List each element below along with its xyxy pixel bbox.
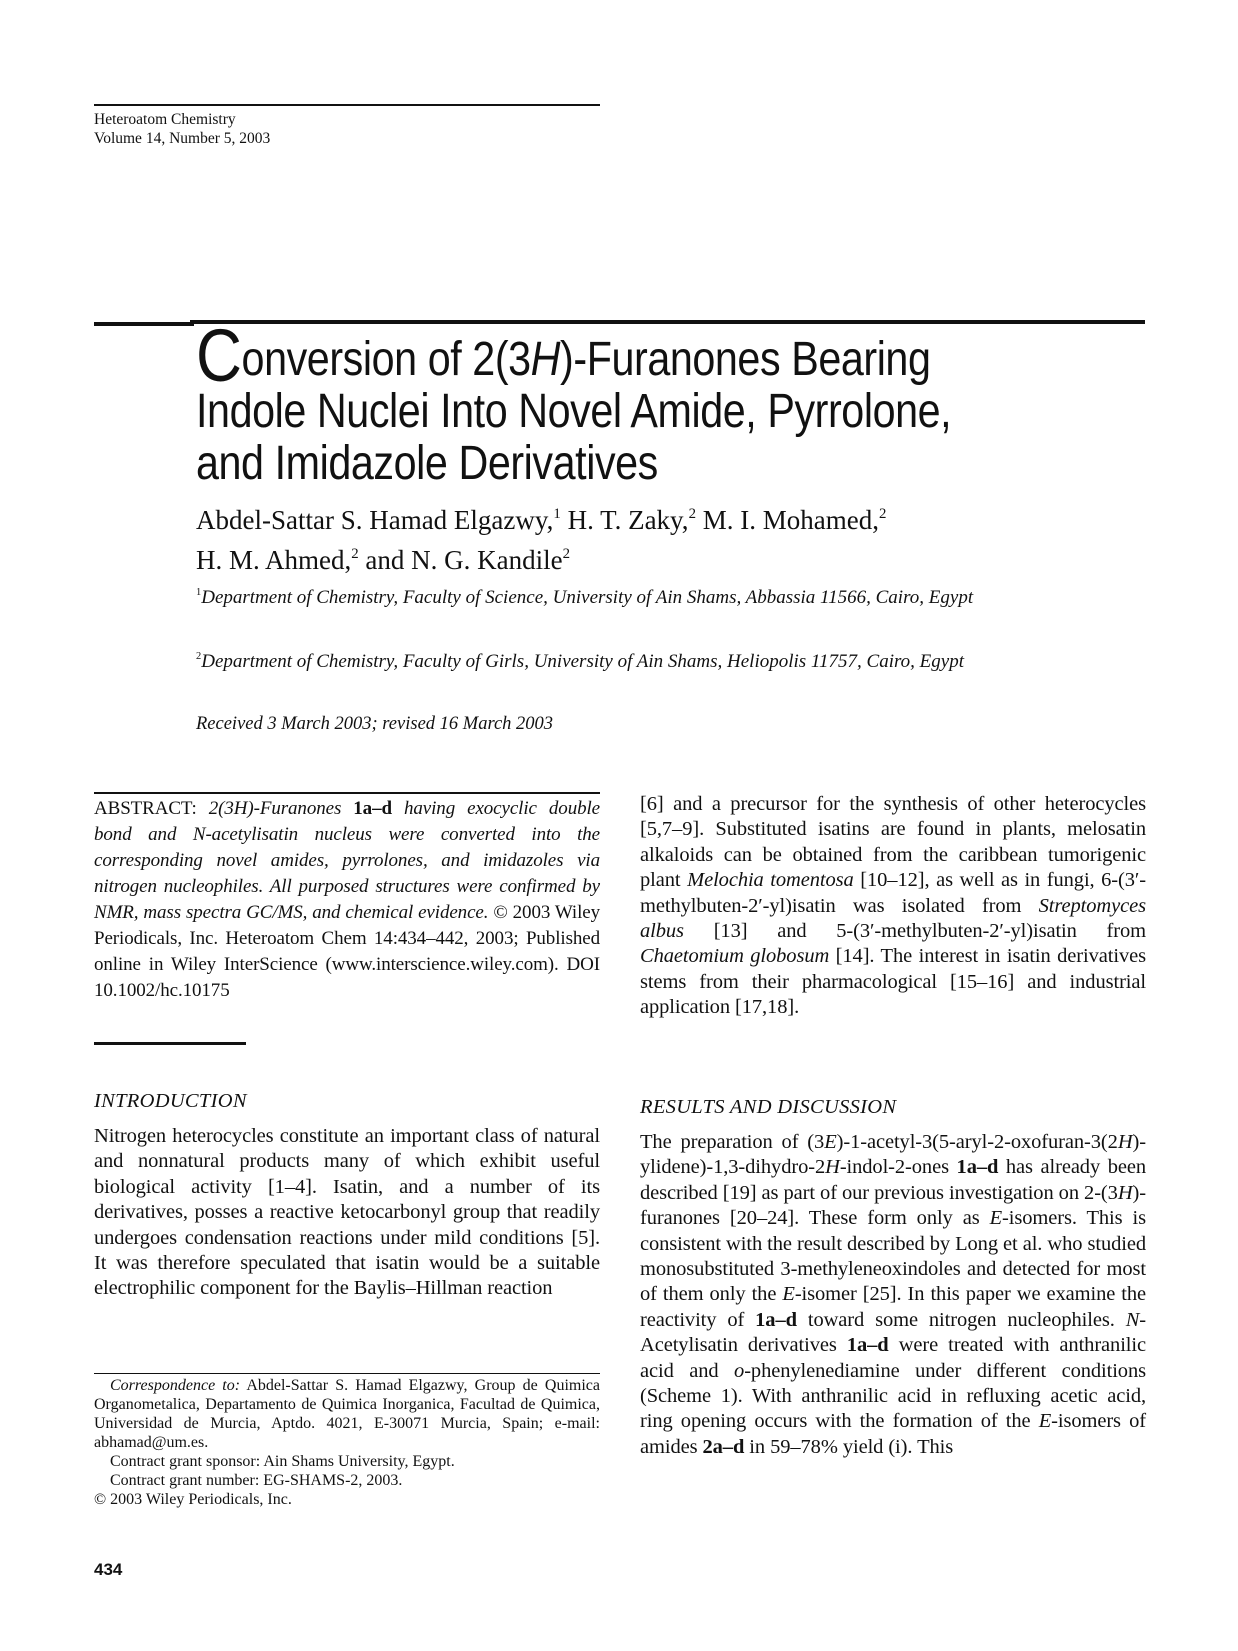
affiliation-2: $^2$Department of Chemistry, Faculty of Girls, University of Ain Shams, Heliopolis 11757, Cairo, Egypt xyxy=(196,651,964,672)
abstract-copyright: © 2003 Wiley Periodicals, Inc. Heteroatom Chem 14:434–442, 2003; Published online in Wiley InterScience (www.interscience.wiley.com). DOI 10.1002/hc.10175 xyxy=(94,902,601,1001)
abstract-top-rule xyxy=(94,792,600,794)
author-list xyxy=(196,500,1096,580)
species-name: Melochia tomentosa xyxy=(687,869,854,892)
abstract-bottom-rule xyxy=(94,1042,246,1045)
title-line-1: Conversion of 2(3H)-Furanones Bearing xyxy=(196,314,931,397)
affiliation-1: $^1$Department of Chemistry, Faculty of Science, University of Ain Shams, Abbassia 11566, Cairo, Egypt xyxy=(196,587,974,608)
species-name: Streptomyces albus xyxy=(640,894,1146,943)
author: H. M. Ahmed,$^2$ xyxy=(196,545,359,575)
header-rule xyxy=(94,104,600,106)
author: H. T. Zaky,$^2$ xyxy=(567,505,696,535)
title-line-2: Indole Nuclei Into Novel Amide, Pyrrolone, xyxy=(196,385,952,438)
page-number: 434 xyxy=(94,1560,123,1579)
abstract: ABSTRACT: 2(3H)-Furanones 1a–d having exocyclic double bond and N-acetylisatin nucleus were converted into the corresponding novel amides, pyrrolones, and imidazoles via nitrogen nucleophiles. All purposed structures were confirmed by NMR, mass spectra GC/MS, and chemical evidence. © 2003 Wiley Periodicals, Inc. Heteroatom Chem 14:434–442, 2003; Published online in Wiley InterScience (www.interscience.wiley.com). DOI 10.1002/hc.10175 xyxy=(94,798,601,1001)
compound-ref: 1a–d xyxy=(846,1334,889,1357)
compound-ref: 2a–d xyxy=(702,1435,745,1458)
introduction-continued: [6] and a precursor for the synthesis of other heterocycles [5,7–9]. Substituted isatins are found in plants, melosatin alkaloids can be obtained from the caribbean tumorigenic plant Melochia tomentosa [10–12], as well as in fungi, 6-(3′-methylbuten-2′-yl)isatin was isolated from Streptomyces albus [13] and 5-(3′-methylbuten-2′-yl)isatin from Chaetomium globosum [14]. The interest in isatin derivatives stems from their pharmacological [15–16] and industrial application [17,18]. xyxy=(640,793,1147,1019)
journal-header xyxy=(94,110,270,148)
received-dates: Received 3 March 2003; revised 16 March 2003 xyxy=(196,714,554,734)
results-heading: RESULTS AND DISCUSSION xyxy=(640,1096,897,1118)
footnote-rule xyxy=(94,1373,600,1374)
results-text: The preparation of (3E)-1-acetyl-3(5-aryl-2-oxofuran-3(2H)-ylidene)-1,3-dihydro-2H-indol-2-ones 1a–d has already been described [19] as part of our previous investigation on 2-(3H)-furanones [20–24]. These form only as E-isomers. This is consistent with the result described by Long et al. who studied monosubstituted 3-methyleneoxindoles and detected for most of them only the E-isomer [25]. In this paper we examine the reactivity of 1a–d toward some nitrogen nucleophiles. N-Acetylisatin derivatives 1a–d were treated with anthranilic acid and o-phenylenediamine under different conditions (Scheme 1). With anthranilic acid in refluxing acetic acid, ring opening occurs with the formation of the E-isomers of amides 2a–d in 59–78% yield (i). This xyxy=(640,1131,1147,1458)
title-rule-left xyxy=(94,322,194,326)
title-line-3: and Imidazole Derivatives xyxy=(196,437,658,490)
journal-name: Heteroatom Chemistry xyxy=(94,111,236,128)
volume-info: Volume 14, Number 5, 2003 xyxy=(94,130,271,147)
species-name: Chaetomium globosum xyxy=(640,945,830,968)
abstract-label: ABSTRACT: xyxy=(94,798,197,819)
compound-ref: 1a–d xyxy=(956,1156,999,1179)
compound-ref: 1a–d xyxy=(755,1308,797,1331)
article-title xyxy=(196,314,1022,490)
title-dropcap: C xyxy=(196,314,242,397)
author: and N. G. Kandile$^2$ xyxy=(365,545,571,575)
author: Abdel-Sattar S. Hamad Elgazwy,$^1$ xyxy=(196,505,561,535)
compound-ref: 1a–d xyxy=(353,798,392,819)
introduction-text: Nitrogen heterocycles constitute an important class of natural and nonnatural products many of which exhibit useful biological activity [1–4]. Isatin, and a number of its derivatives, posses a reactive ketocarbonyl group that readily undergoes condensation reactions under mild conditions [5]. It was therefore speculated that isatin would be a suitable electrophilic component for the Baylis–Hillman reaction xyxy=(94,1125,600,1300)
title-rule-right xyxy=(190,320,1145,324)
introduction-heading: INTRODUCTION xyxy=(94,1090,247,1112)
footnotes xyxy=(94,1376,600,1509)
correspondence-note: Correspondence to: Abdel-Sattar S. Hamad Elgazwy, Group de Quimica Organometalica, Departamento de Quimica Inorganica, Facultad de Quimica, Universidad de Murcia, Aptdo. 4021, E-30071 Murcia, Spain; e-mail: abhamad@um.es. xyxy=(94,1377,600,1451)
grant-sponsor: Contract grant sponsor: Ain Shams University, Egypt. xyxy=(110,1453,455,1470)
grant-number: Contract grant number: EG-SHAMS-2, 2003. xyxy=(110,1472,403,1489)
author: M. I. Mohamed,$^2$ xyxy=(702,505,887,535)
footnote-copyright: © 2003 Wiley Periodicals, Inc. xyxy=(94,1491,292,1508)
